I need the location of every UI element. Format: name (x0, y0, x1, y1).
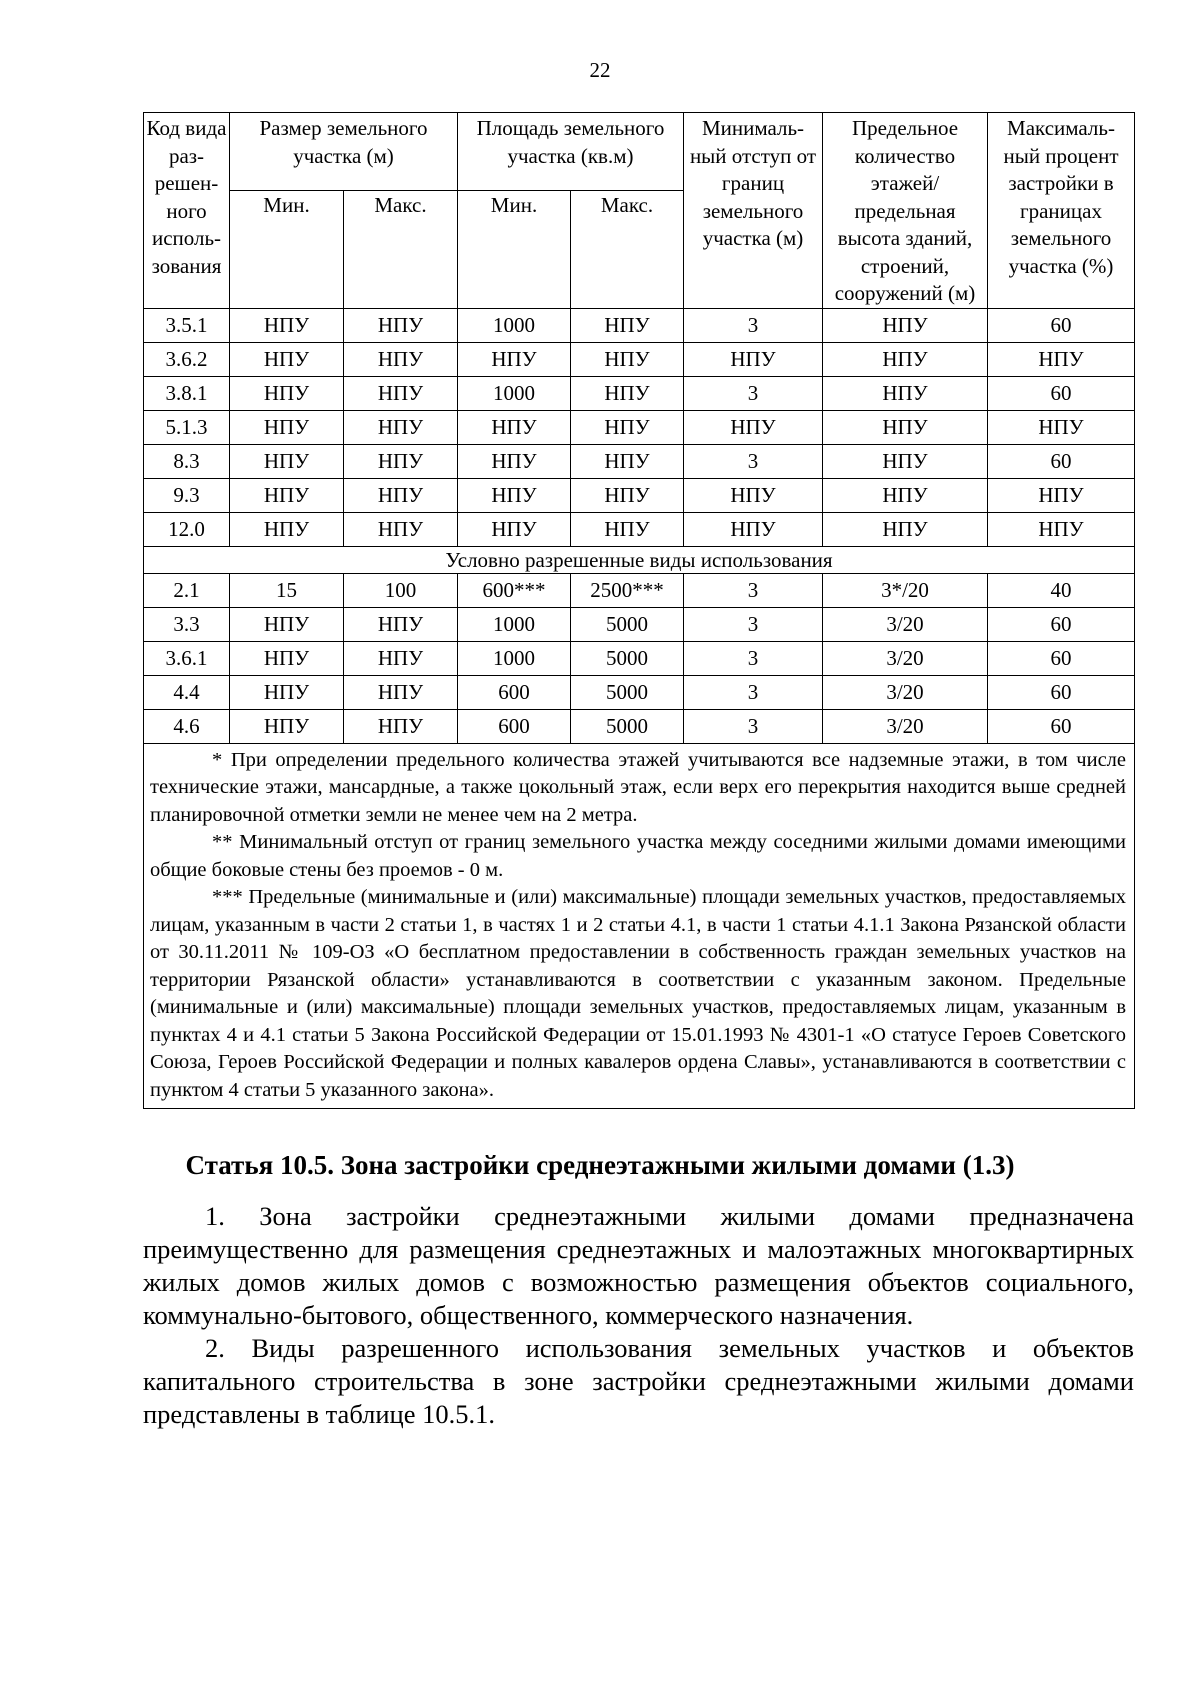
table-cell: 3.6.2 (144, 342, 230, 376)
table-cell: 9.3 (144, 478, 230, 512)
table-cell: НПУ (458, 410, 571, 444)
table-cell: 600*** (458, 573, 571, 607)
header-plot-size: Размер земельного участка (м) (230, 113, 458, 191)
table-cell: 60 (988, 641, 1135, 675)
paragraph: 1. Зона застройки среднеэтажными жилыми домами предназначена преимущественно для размещения среднеэтажных и малоэтажных многоквартирных жилых домов жилых домов с возможностью размещения объектов социального, коммунально-бытового, общественного, коммерческого назначения. (143, 1201, 1134, 1330)
table-row (144, 675, 1135, 709)
table-cell: НПУ (823, 444, 988, 478)
table-cell: НПУ (230, 342, 344, 376)
table-row (144, 607, 1135, 641)
table-cell: НПУ (684, 478, 823, 512)
table-cell: НПУ (344, 410, 458, 444)
table-cell: НПУ (458, 342, 571, 376)
header-plot-area: Площадь земельного участка (кв.м) (458, 113, 684, 191)
table-cell: НПУ (988, 410, 1135, 444)
table-row (144, 444, 1135, 478)
table-cell: 2.1 (144, 573, 230, 607)
table-cell: 3/20 (823, 641, 988, 675)
table-cell: НПУ (823, 376, 988, 410)
table-cell: 5000 (571, 675, 684, 709)
table-cell: НПУ (571, 308, 684, 342)
article-heading: Статья 10.5. Зона застройки среднеэтажными жилыми домами (1.3) (185, 1150, 1015, 1180)
table-cell: 600 (458, 709, 571, 743)
table-row (144, 342, 1135, 376)
table-cell: НПУ (988, 512, 1135, 546)
table-cell: НПУ (571, 512, 684, 546)
table-cell: 3 (684, 308, 823, 342)
table-cell: НПУ (571, 478, 684, 512)
table-cell: 5000 (571, 641, 684, 675)
table-cell: НПУ (684, 342, 823, 376)
table-cell: НПУ (230, 444, 344, 478)
table-cell: 3.8.1 (144, 376, 230, 410)
table-cell: НПУ (823, 308, 988, 342)
table-cell: НПУ (823, 342, 988, 376)
table-cell: НПУ (230, 376, 344, 410)
section-row (144, 546, 1135, 573)
table-cell: НПУ (344, 641, 458, 675)
table-row (144, 512, 1135, 546)
header-code: Код вида раз-решен-ного исполь-зования (144, 113, 230, 309)
table-row (144, 709, 1135, 743)
table-cell: 3 (684, 376, 823, 410)
table-cell: НПУ (230, 607, 344, 641)
header-max-coverage: Максималь-ный процент застройки в границах земельного участка (%) (988, 113, 1135, 309)
table-cell: 3 (684, 641, 823, 675)
table-cell: 3*/20 (823, 573, 988, 607)
notes-row (144, 743, 1135, 1109)
table-cell: 3/20 (823, 709, 988, 743)
table-cell: 5000 (571, 709, 684, 743)
table-row (144, 308, 1135, 342)
table-cell: НПУ (230, 641, 344, 675)
table-cell: 1000 (458, 641, 571, 675)
table-cell: 3.5.1 (144, 308, 230, 342)
table-row (144, 478, 1135, 512)
footnote: ** Минимальный отступ от границ земельного участка между соседними жилыми домами имеющими общие боковые стены без проемов - 0 м. (150, 831, 1126, 881)
table-cell: НПУ (458, 444, 571, 478)
table-cell: НПУ (344, 512, 458, 546)
table-cell: 40 (988, 573, 1135, 607)
table-row (144, 376, 1135, 410)
table-cell: 3 (684, 573, 823, 607)
table-cell: НПУ (344, 444, 458, 478)
article-body (143, 1200, 1134, 1431)
zoning-parameters-table (143, 112, 1135, 1109)
table-cell: 8.3 (144, 444, 230, 478)
table-cell: 600 (458, 675, 571, 709)
table-cell: НПУ (823, 512, 988, 546)
table-cell: 3.6.1 (144, 641, 230, 675)
table-cell: НПУ (344, 675, 458, 709)
header-max-floors: Предельное количество этажей/ предельная высота зданий, строений, сооружений (м) (823, 113, 988, 309)
table-cell: НПУ (988, 342, 1135, 376)
table-cell: 3/20 (823, 607, 988, 641)
table-cell: 3/20 (823, 675, 988, 709)
table-cell: НПУ (571, 410, 684, 444)
table-cell: НПУ (823, 410, 988, 444)
table-row (144, 410, 1135, 444)
table-cell: НПУ (684, 512, 823, 546)
table-cell: 60 (988, 607, 1135, 641)
table-cell: 60 (988, 709, 1135, 743)
table-cell: НПУ (684, 410, 823, 444)
table-cell: 3 (684, 675, 823, 709)
header-min-setback: Минималь-ный отступ от границ земельного участка (м) (684, 113, 823, 309)
table-cell: НПУ (230, 709, 344, 743)
section-title: Условно разрешенные виды использования (144, 546, 1135, 573)
table-cell: НПУ (344, 308, 458, 342)
table-cell: НПУ (571, 444, 684, 478)
table-cell: 3 (684, 709, 823, 743)
table-cell: НПУ (458, 512, 571, 546)
table-cell: НПУ (571, 376, 684, 410)
table-cell: НПУ (458, 478, 571, 512)
table-cell: 3.3 (144, 607, 230, 641)
table-cell: НПУ (571, 342, 684, 376)
table-notes (144, 743, 1135, 1109)
table-cell: 1000 (458, 376, 571, 410)
footnote: *** Предельные (минимальные и (или) максимальные) площади земельных участков, предоставляемых лицам, указанным в части 2 статьи 1, в частях 1 и 2 статьи 4.1, в части 1 статьи 4.1.1 Закона Рязанской области от 30.11.2011 № 109-ОЗ «О бесплатном предоставлении в собственность граждан земельных участков на территории Рязанской области» устанавливаются в соответствии с указанным законом. Предельные (минимальные и (или) максимальные) площади земельных участков, предоставляемых лицам, указанным в пунктах 4 и 4.1 статьи 5 Закона Российской Федерации от 15.01.1993 № 4301-1 «О статусе Героев Советского Союза, Героев Российской Федерации и полных кавалеров ордена Славы», устанавливаются в соответствии с пунктом 4 статьи 5 указанного закона». (150, 886, 1126, 1101)
page-number: 22 (589, 58, 611, 82)
table-cell: НПУ (344, 478, 458, 512)
table-cell: 60 (988, 308, 1135, 342)
table-cell: 60 (988, 675, 1135, 709)
table-cell: 4.6 (144, 709, 230, 743)
table-cell: НПУ (230, 308, 344, 342)
table-cell: НПУ (344, 607, 458, 641)
header-area-min: Мин. (458, 190, 571, 308)
footnote: * При определении предельного количества этажей учитываются все надземные этажи, в том числе технические этажи, мансардные, а также цокольный этаж, если верх его перекрытия находится выше средней планировочной отметки земли не менее чем на 2 метра. (150, 748, 1126, 826)
paragraph: 2. Виды разрешенного использования земельных участков и объектов капитального строительства в зоне застройки среднеэтажными жилыми домами представлены в таблице 10.5.1. (143, 1333, 1134, 1429)
table-cell: 3 (684, 607, 823, 641)
table-cell: НПУ (344, 376, 458, 410)
table-cell: 3 (684, 444, 823, 478)
table-cell: 15 (230, 573, 344, 607)
table-cell: НПУ (344, 342, 458, 376)
header-size-min: Мин. (230, 190, 344, 308)
table-cell: 100 (344, 573, 458, 607)
table-cell: 2500*** (571, 573, 684, 607)
table-cell: 5.1.3 (144, 410, 230, 444)
table-row (144, 641, 1135, 675)
table-cell: НПУ (344, 709, 458, 743)
table-cell: 1000 (458, 607, 571, 641)
table-cell: 60 (988, 376, 1135, 410)
table-cell: 12.0 (144, 512, 230, 546)
header-size-max: Макс. (344, 190, 458, 308)
table-cell: НПУ (823, 478, 988, 512)
table-row (144, 573, 1135, 607)
table-cell: НПУ (230, 512, 344, 546)
table-cell: 4.4 (144, 675, 230, 709)
header-area-max: Макс. (571, 190, 684, 308)
table-cell: НПУ (230, 478, 344, 512)
table-cell: НПУ (230, 675, 344, 709)
table-cell: 1000 (458, 308, 571, 342)
table-cell: 60 (988, 444, 1135, 478)
table-cell: НПУ (230, 410, 344, 444)
table-cell: НПУ (988, 478, 1135, 512)
table-cell: 5000 (571, 607, 684, 641)
